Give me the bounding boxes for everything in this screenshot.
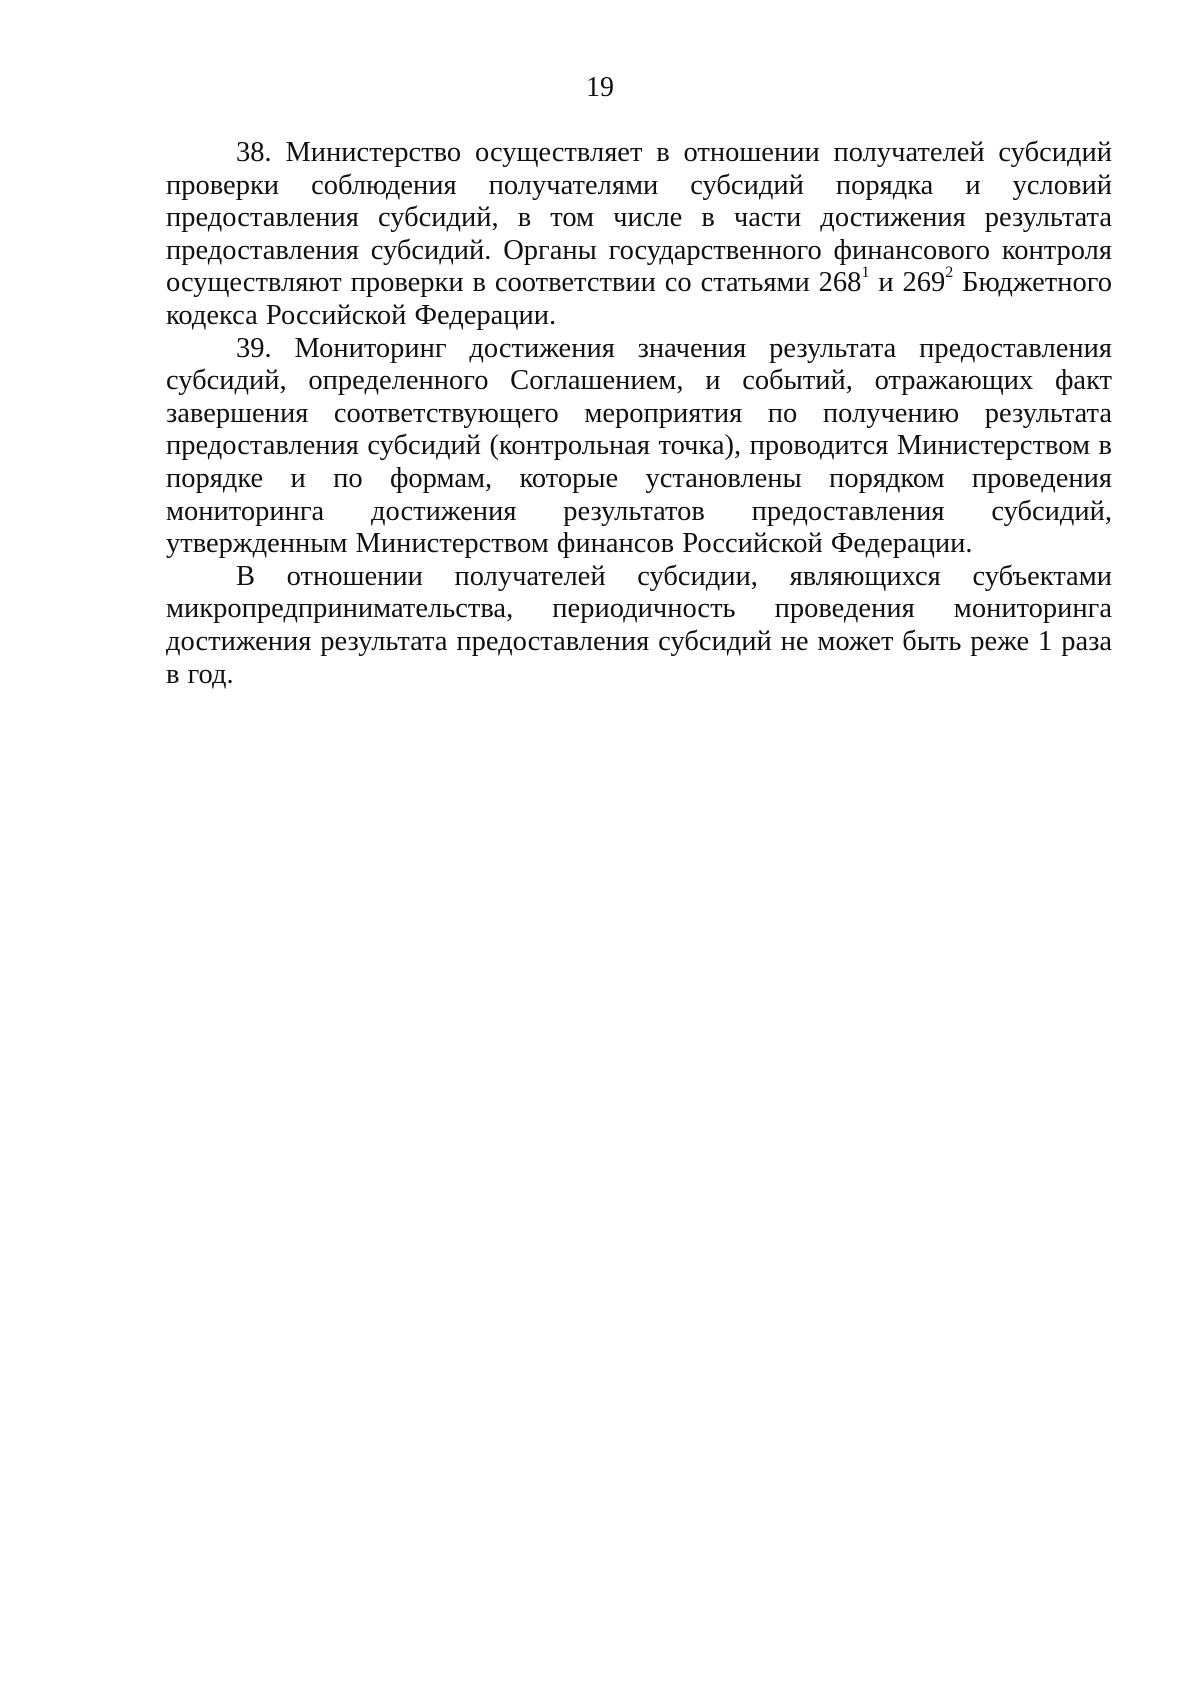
paragraph-38-text-end: Бюджетного кодекса Российской Федерации. — [166, 267, 1112, 331]
article-269-superscript: 2 — [945, 263, 954, 281]
paragraph-38 — [166, 137, 1112, 333]
paragraph-38-text-start: 38. Министерство осуществляет в отношении получателей субсидий проверки соблюдения получателями субсидий порядка и условий предоставления субсидий, в том числе в части достижения результата предоставления субсидий. Органы государственного финансового контроля осуществляют проверки в соответствии со статьями 268 — [166, 137, 1112, 299]
document-body — [166, 137, 1112, 691]
article-268-superscript: 1 — [861, 263, 870, 281]
paragraph-39-continuation: В отношении получателей субсидии, являющихся субъектами микропредпринимательства, периодичность проведения мониторинга достижения результата предоставления субсидий не может быть реже 1 раза в год. — [166, 560, 1112, 690]
paragraph-39: 39. Мониторинг достижения значения результата предоставления субсидий, определенного Соглашением, и событий, отражающих факт завершения соответствующего мероприятия по получению результата предоставления субсидий (контрольная точка), проводится Министерством в порядке и по формам, которые установлены порядком проведения мониторинга достижения результатов предоставления субсидий, утвержденным Министерством финансов Российской Федерации. — [166, 332, 1112, 560]
paragraph-38-text-middle: и 269 — [869, 267, 946, 299]
page-number: 19 — [586, 72, 614, 103]
